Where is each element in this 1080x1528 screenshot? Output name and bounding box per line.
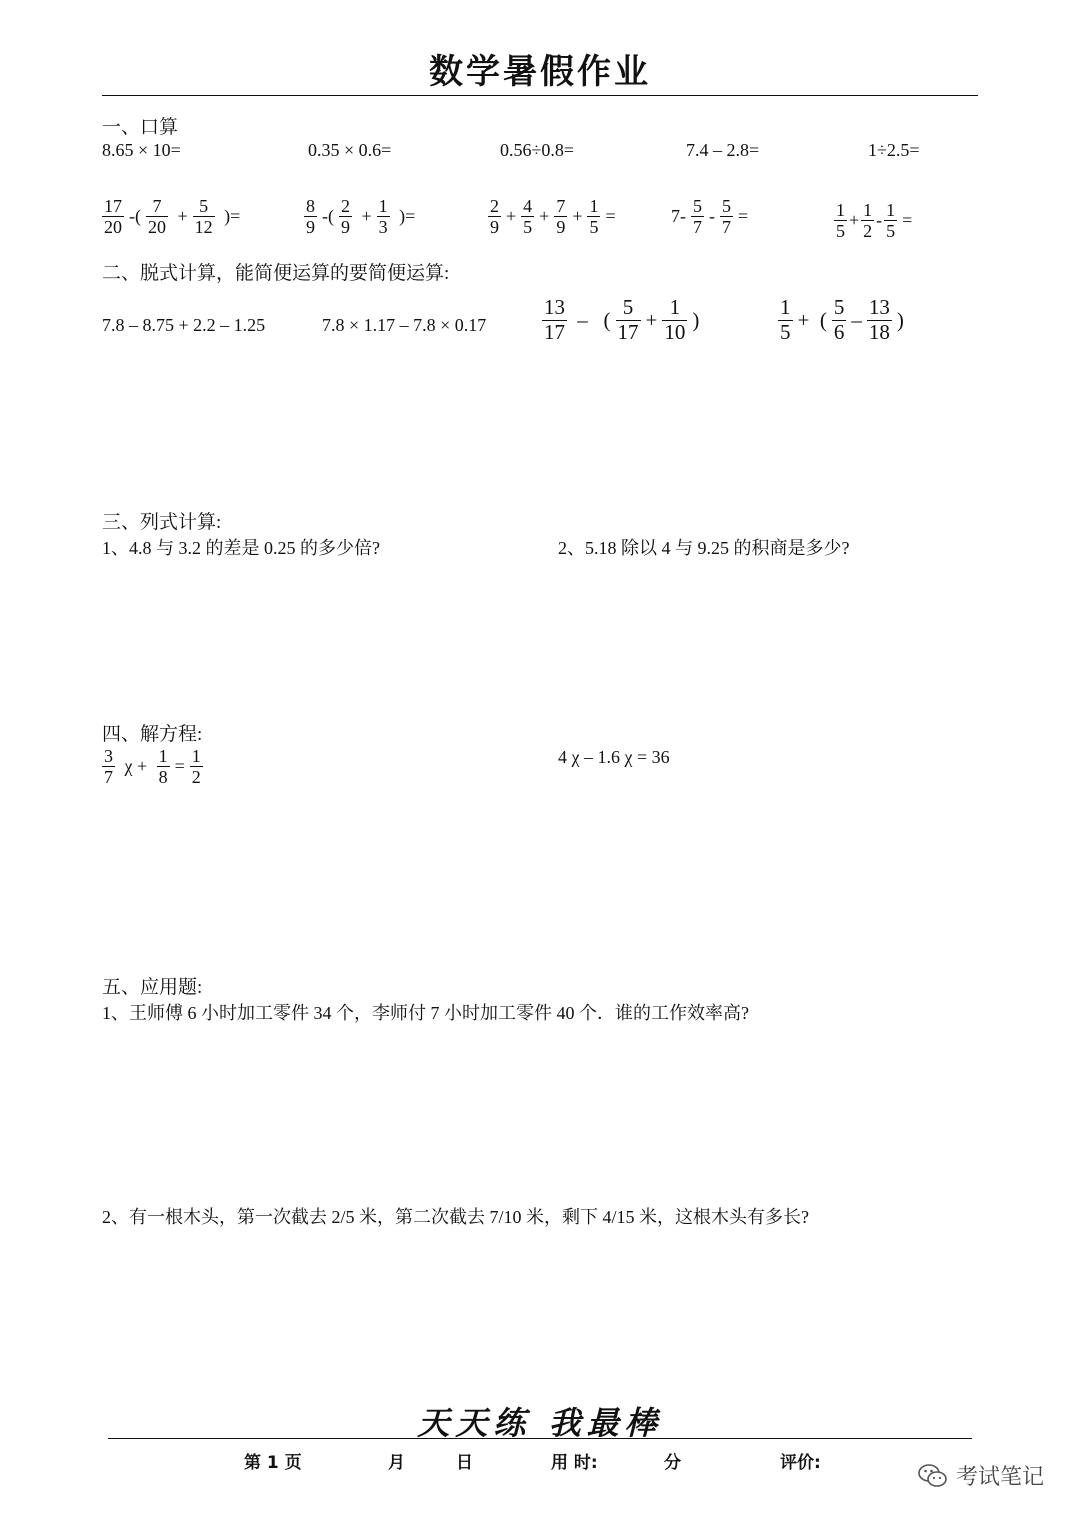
fraction-expression: 7- $\frac{5}{7}$ - $\frac{5}{7}$ = bbox=[671, 196, 749, 238]
brand-watermark bbox=[918, 1460, 1044, 1491]
fraction-expression: $\frac{2}{9}$ + $\frac{4}{5}$ + $\frac{7}{9}$ + $\frac{1}{5}$ = bbox=[490, 196, 616, 238]
mental-math-item: 1÷2.5= bbox=[868, 140, 920, 160]
brand-name: 考试笔记 bbox=[955, 1465, 1044, 1490]
page-title: 数学暑假作业 bbox=[429, 52, 651, 92]
step-calc-fraction-expression: $\frac{13}{17}$ – ( $\frac{5}{17}$ + $\frac{1}{10}$ ) bbox=[544, 295, 700, 344]
section-heading-equations: 四、解方程: bbox=[102, 724, 203, 745]
section-heading-step-calculation: 二、脱式计算，能简便运算的要简便运算: bbox=[102, 263, 450, 284]
word-expression-question: 1、4.8 与 3.2 的差是 0.25 的多少倍? bbox=[102, 538, 380, 558]
footer-time: 用 时: bbox=[551, 1453, 598, 1473]
step-calc-expression: 7.8 – 8.75 + 2.2 – 1.25 bbox=[102, 315, 266, 335]
application-question: 1、王师傅 6 小时加工零件 34 个，李师付 7 小时加工零件 40 个．谁的工作效率高? bbox=[102, 1003, 749, 1023]
footer-rating: 评价: bbox=[780, 1453, 821, 1473]
fraction-expression: $\frac{8}{9}$ -( $\frac{2}{9}$ + $\frac{1}{3}$ )= bbox=[306, 196, 416, 238]
footer-page: 第 1 页 bbox=[244, 1453, 302, 1473]
section-heading-word-expression: 三、列式计算: bbox=[102, 512, 222, 533]
footer-month: 月 bbox=[388, 1453, 405, 1473]
word-expression-question: 2、5.18 除以 4 与 9.25 的积商是多少? bbox=[558, 538, 850, 558]
motto: 天天练 我最棒 bbox=[417, 1404, 663, 1442]
step-calc-fraction-expression: $\frac{1}{5}$ + ( $\frac{5}{6}$ – $\frac{13}{18}$ ) bbox=[780, 295, 904, 344]
application-question: 2、有一根木头，第一次截去 2/5 米，第二次截去 7/10 米，剩下 4/15 米，这根木头有多长? bbox=[102, 1207, 809, 1227]
section-heading-applications: 五、应用题: bbox=[102, 977, 203, 998]
mental-math-item: 0.35 × 0.6= bbox=[308, 140, 392, 160]
fraction-expression: $\frac{1}{5}$ + $\frac{1}{2}$ - $\frac{1}{5}$ = bbox=[836, 200, 913, 242]
section-heading-mental-math: 一、口算 bbox=[102, 117, 179, 138]
fraction-expression: $\frac{17}{20}$ -( $\frac{7}{20}$ + $\frac{5}{12}$ )= bbox=[104, 196, 241, 238]
mental-math-item: 7.4 – 2.8= bbox=[686, 140, 760, 160]
equation-linear: 4 χ – 1.6 χ = 36 bbox=[558, 747, 670, 767]
footer-rule bbox=[108, 1438, 972, 1439]
step-calc-expression: 7.8 × 1.17 – 7.8 × 0.17 bbox=[322, 315, 487, 335]
footer-day: 日 bbox=[456, 1453, 473, 1473]
equation-fraction: $\frac{3}{7}$ χ + $\frac{1}{8}$ = $\frac{1}{2}$ bbox=[104, 746, 201, 788]
footer-minute: 分 bbox=[664, 1453, 681, 1473]
mental-math-item: 0.56÷0.8= bbox=[500, 140, 575, 160]
mental-math-item: 8.65 × 10= bbox=[102, 140, 181, 160]
header-rule bbox=[102, 95, 978, 96]
wechat-icon bbox=[918, 1463, 948, 1489]
